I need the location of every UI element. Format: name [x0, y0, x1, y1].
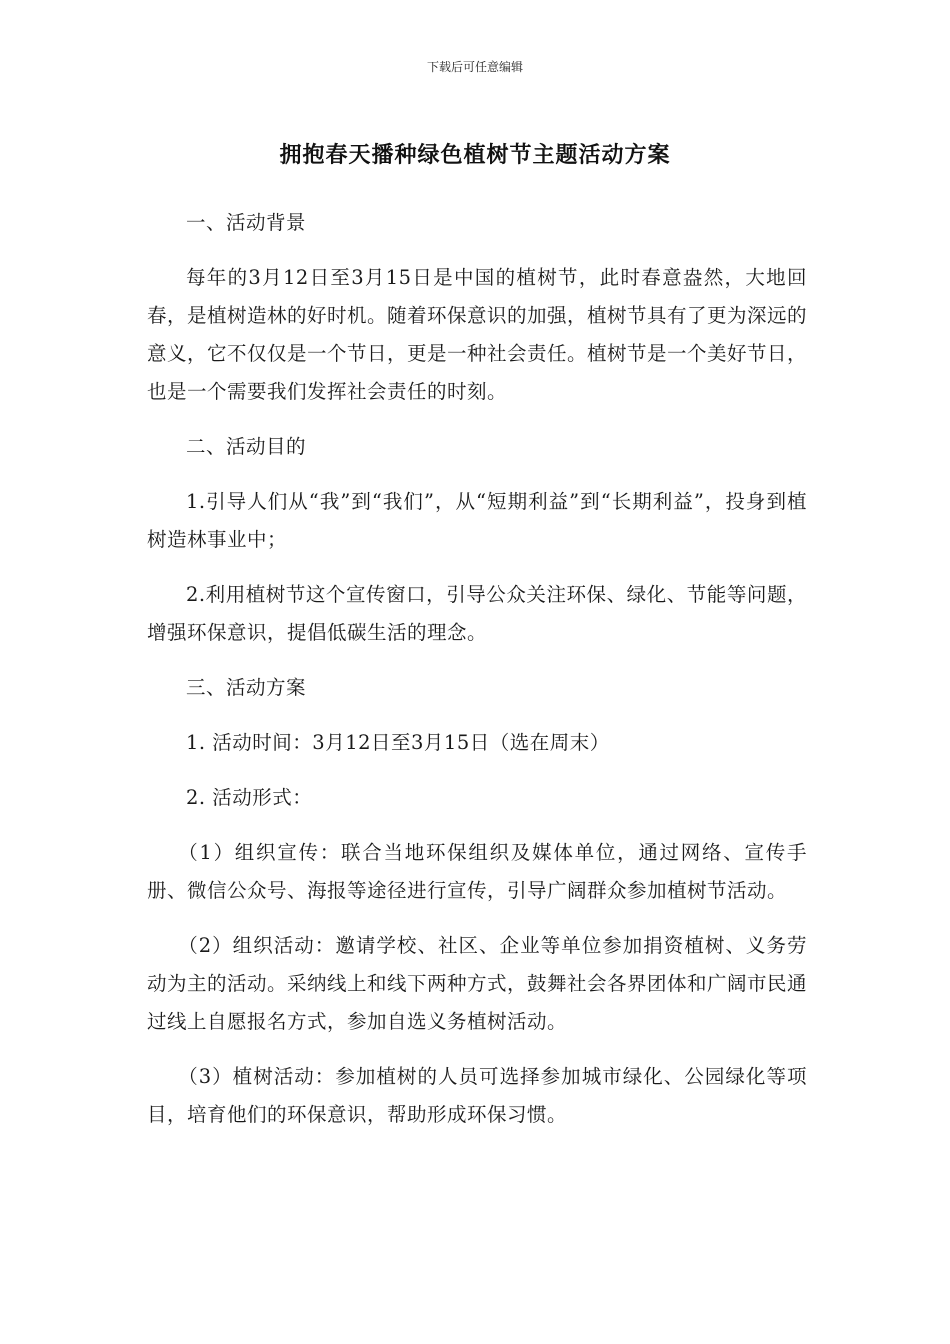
plan-subitem-1: （1）组织宣传：联合当地环保组织及媒体单位，通过网络、宣传手册、微信公众号、海报等途径进行宣传，引导广阔群众参加植树节活动。 [147, 841, 807, 902]
purpose-item-1: 1.引导人们从“我”到“我们”，从“短期利益”到“长期利益”，投身到植树造林事业中； [147, 490, 807, 551]
paragraph-background: 每年的3月12日至3月15日是中国的植树节，此时春意盎然，大地回春，是植树造林的好时机。随着环保意识的加强，植树节具有了更为深远的意义，它不仅仅是一个节日，更是一种社会责任。植树节是一个美好节日，也是一个需要我们发挥社会责任的时刻。 [147, 266, 808, 403]
plan-subitem-3: （3）植树活动：参加植树的人员可选择参加城市绿化、公园绿化等项目，培育他们的环保意识，帮助形成环保习惯。 [147, 1065, 807, 1126]
plan-subitem-2: （2）组织活动：邀请学校、社区、企业等单位参加捐资植树、义务劳动为主的活动。采纳线上和线下两种方式，鼓舞社会各界团体和广阔市民通过线上自愿报名方式，参加自选义务植树活动。 [147, 934, 808, 1033]
section-heading-purpose: 二、活动目的 [186, 435, 307, 458]
section-heading-plan: 三、活动方案 [186, 676, 307, 699]
header-note: 下载后可任意编辑 [426, 60, 523, 74]
purpose-item-2: 2.利用植树节这个宣传窗口，引导公众关注环保、绿化、节能等问题，增强环保意识，提倡低碳生活的理念。 [147, 583, 807, 644]
plan-item-form: 2. 活动形式： [186, 786, 313, 809]
document-body [147, 204, 807, 1151]
document-title: 拥抱春天播种绿色植树节主题活动方案 [279, 143, 671, 168]
plan-item-time: 1. 活动时间：3月12日至3月15日（选在周末） [186, 731, 610, 754]
section-heading-background: 一、活动背景 [186, 211, 307, 234]
